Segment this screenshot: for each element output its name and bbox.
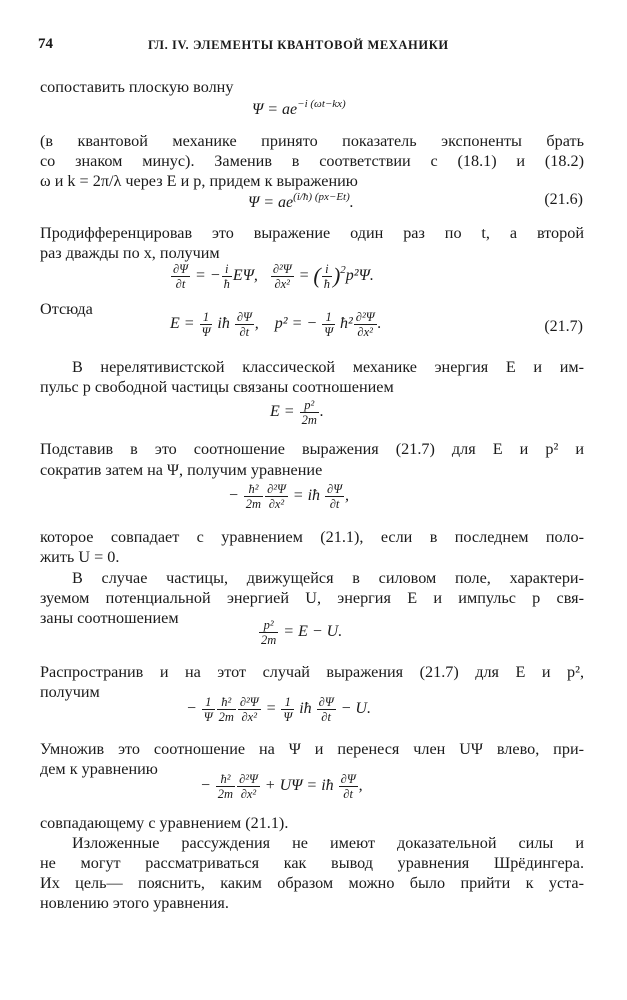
text-line: дем к уравнению xyxy=(40,760,158,778)
text-line: ω и k = 2π/λ через E и p, придем к выражению xyxy=(40,172,358,190)
text-line: Их цель— пояснить, каким образом можно было прийти к уста- xyxy=(40,874,584,892)
equation-number: (21.6) xyxy=(544,191,583,208)
text-line: пульс p свободной частицы связаны соотношением xyxy=(40,378,394,396)
text-line: Подставив в это соотношение выражения (21.7) для E и p² и xyxy=(40,440,584,458)
text-line: Распространив и на этот случай выражения (21.7) для E и p², xyxy=(40,663,584,681)
equation-free-schrodinger: − $\frac{\text{ħ²}}{2m}$ $\frac{\text{∂²Ψ}}{\text{∂x²}}$ = iħ $\frac{\partial\Psi}{\partial t}$ , xyxy=(228,482,350,511)
equation-energy: E = $\frac{\text{p²}}{2m}$ . xyxy=(270,398,324,427)
text-line: не могут рассматриваться как вывод уравнения Шрёдингера. xyxy=(40,854,584,872)
text-line: совпадающему с уравнением (21.1). xyxy=(40,814,289,832)
equation-plane-wave: $\Psi = ae^{-i (\omega t-kx)}$ xyxy=(252,98,346,118)
text-line: сократив затем на Ψ, получим уравнение xyxy=(40,461,323,479)
equation-with-potential: − $\frac{1}{\Psi}$ $\frac{\text{ħ²}}{2m}$ $\frac{\text{∂²Ψ}}{\text{∂x²}}$ = $\frac{1}{\Psi}$ iħ $\frac{\partial\Psi}{\partial t}$ − U. xyxy=(186,695,371,724)
text-line: В нерелятивистской классической механике энергия E и им- xyxy=(72,358,584,376)
text-line: Продифференцировав это выражение один раз по t, а второй xyxy=(40,224,584,242)
text-line: жить U = 0. xyxy=(40,548,120,566)
equation-derivatives: $\frac{\partial\Psi}{\partial t}$ = − $\frac{i}{ħ}$ EΨ, $\frac{\text{∂²Ψ}}{\text{∂x²}}$ = ( $\frac{i}{ħ}$ )$^2$p²Ψ. xyxy=(173,262,374,291)
text-line: получим xyxy=(40,683,100,701)
text-line: заны соотношением xyxy=(40,609,179,627)
text-line: сопоставить плоскую волну xyxy=(40,78,234,96)
text-line: зуемом потенциальной энергией U, энергия E и импульс p свя- xyxy=(40,589,584,607)
chapter-title: ГЛ. IV. ЭЛЕМЕНТЫ КВАНТОВОЙ МЕХАНИКИ xyxy=(148,38,449,52)
text-line: Отсюда xyxy=(40,300,93,318)
text-line: со знаком минус). Заменив в соответствии с (18.1) и (18.2) xyxy=(40,152,584,170)
text-line: раз дважды по x, получим xyxy=(40,244,220,262)
text-line: которое совпадает с уравнением (21.1), если в последнем поло- xyxy=(40,528,584,546)
equation-potential: $\frac{\text{p²}}{2m}$ = E − U. xyxy=(261,618,343,647)
text-line: Изложенные рассуждения не имеют доказательной силы и xyxy=(72,834,584,852)
equation-21-7: E = $\frac{1}{\Psi}$ iħ $\frac{\partial\Psi}{\partial t}$ , p² = − $\frac{1}{\Psi}$ ħ² $\frac{\text{∂²Ψ}}{\text{∂x²}}$ . xyxy=(170,310,382,339)
text-line: Умножив это соотношение на Ψ и перенеся член UΨ влево, при- xyxy=(40,740,584,758)
equation-number: (21.7) xyxy=(544,318,583,335)
text-line: В случае частицы, движущейся в силовом поле, характери- xyxy=(72,569,584,587)
text-line: (в квантовой механике принято показатель экспоненты брать xyxy=(40,132,584,150)
equation-schrodinger: − $\frac{\text{ħ²}}{2m}$ $\frac{\text{∂²Ψ}}{\text{∂x²}}$ + UΨ = iħ $\frac{\partial\Psi}{\partial t}$ , xyxy=(200,772,363,801)
equation-21-6: $\Psi = ae^{(i/ħ) (px-Et)}$. xyxy=(248,191,354,211)
page-number: 74 xyxy=(38,36,53,52)
text-line: новлению этого уравнения. xyxy=(40,894,229,912)
running-header xyxy=(38,36,587,58)
